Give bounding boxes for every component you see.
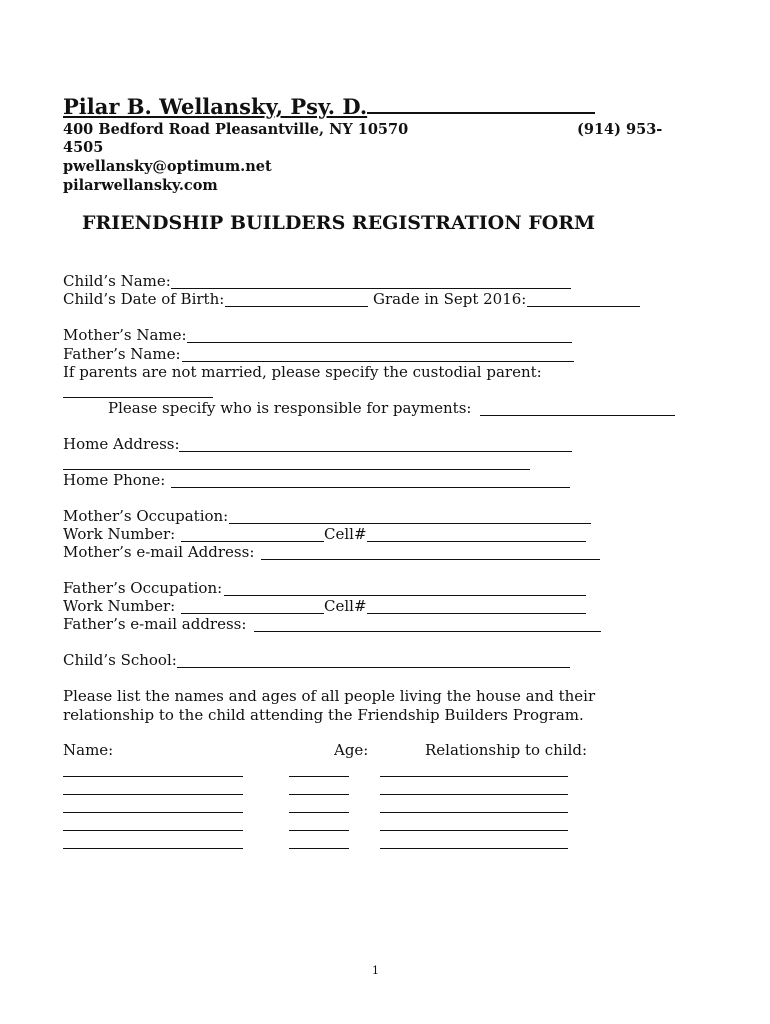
home-phone-field[interactable] bbox=[171, 487, 570, 488]
household-relationship-field[interactable] bbox=[380, 812, 568, 813]
custodial-parent-field[interactable] bbox=[63, 397, 213, 398]
household-instructions-line1: Please list the names and ages of all people living the house and their bbox=[63, 687, 596, 705]
household-age-field[interactable] bbox=[289, 794, 349, 795]
payments-label: Please specify who is responsible for payments: bbox=[108, 399, 472, 417]
household-relationship-field[interactable] bbox=[380, 830, 568, 831]
page-number: 1 bbox=[372, 964, 379, 977]
child-name-label: Child’s Name: bbox=[63, 272, 171, 290]
household-relationship-field[interactable] bbox=[380, 794, 568, 795]
household-name-header: Name: bbox=[63, 741, 114, 759]
father-email-field[interactable] bbox=[254, 631, 601, 632]
mother-name-label: Mother’s Name: bbox=[63, 326, 187, 344]
grade-label: Grade in Sept 2016: bbox=[373, 290, 527, 308]
household-instructions-line2: relationship to the child attending the Friendship Builders Program. bbox=[63, 706, 584, 724]
provider-address: 400 Bedford Road Pleasantville, NY 10570 bbox=[63, 121, 409, 138]
provider-website: pilarwellansky.com bbox=[63, 177, 218, 194]
father-name-field[interactable] bbox=[182, 361, 574, 362]
child-name-field[interactable] bbox=[171, 288, 571, 289]
household-relationship-field[interactable] bbox=[380, 776, 568, 777]
mother-name-field[interactable] bbox=[187, 342, 572, 343]
child-dob-label: Child’s Date of Birth: bbox=[63, 290, 225, 308]
mother-email-label: Mother’s e-mail Address: bbox=[63, 543, 255, 561]
household-name-field[interactable] bbox=[63, 776, 243, 777]
household-age-field[interactable] bbox=[289, 776, 349, 777]
child-dob-field[interactable] bbox=[225, 306, 368, 307]
mother-cell-label: Cell# bbox=[324, 525, 367, 543]
household-age-field[interactable] bbox=[289, 848, 349, 849]
mother-email-field[interactable] bbox=[261, 559, 600, 560]
household-relationship-field[interactable] bbox=[380, 848, 568, 849]
household-age-field[interactable] bbox=[289, 830, 349, 831]
child-school-label: Child’s School: bbox=[63, 651, 177, 669]
provider-email: pwellansky@optimum.net bbox=[63, 158, 272, 175]
father-work-number-field[interactable] bbox=[181, 613, 324, 614]
mother-work-number-label: Work Number: bbox=[63, 525, 176, 543]
home-address-field-line2[interactable] bbox=[63, 469, 530, 470]
household-relationship-header: Relationship to child: bbox=[425, 741, 588, 759]
child-school-field[interactable] bbox=[177, 667, 570, 668]
home-address-field[interactable] bbox=[179, 451, 572, 452]
household-name-field[interactable] bbox=[63, 830, 243, 831]
father-work-number-label: Work Number: bbox=[63, 597, 176, 615]
father-email-label: Father’s e-mail address: bbox=[63, 615, 247, 633]
custodial-parent-label: If parents are not married, please specify the custodial parent: bbox=[63, 363, 542, 381]
name-underline bbox=[367, 111, 595, 114]
grade-field[interactable] bbox=[527, 306, 640, 307]
mother-occupation-label: Mother’s Occupation: bbox=[63, 507, 229, 525]
household-name-field[interactable] bbox=[63, 794, 243, 795]
household-age-header: Age: bbox=[334, 741, 369, 759]
mother-occupation-field[interactable] bbox=[229, 523, 591, 524]
provider-phone-part2: 4505 bbox=[63, 139, 104, 156]
household-age-field[interactable] bbox=[289, 812, 349, 813]
father-occupation-label: Father’s Occupation: bbox=[63, 579, 223, 597]
mother-work-number-field[interactable] bbox=[181, 541, 324, 542]
father-cell-label: Cell# bbox=[324, 597, 367, 615]
father-occupation-field[interactable] bbox=[224, 595, 586, 596]
household-name-field[interactable] bbox=[63, 848, 243, 849]
mother-cell-field[interactable] bbox=[367, 541, 586, 542]
provider-name: Pilar B. Wellansky, Psy. D. bbox=[63, 94, 595, 119]
home-phone-label: Home Phone: bbox=[63, 471, 166, 489]
father-cell-field[interactable] bbox=[367, 613, 586, 614]
payments-field[interactable] bbox=[480, 415, 675, 416]
father-name-label: Father’s Name: bbox=[63, 345, 181, 363]
home-address-label: Home Address: bbox=[63, 435, 180, 453]
form-title: FRIENDSHIP BUILDERS REGISTRATION FORM bbox=[82, 212, 596, 234]
provider-phone-part1: (914) 953- bbox=[577, 121, 663, 138]
household-name-field[interactable] bbox=[63, 812, 243, 813]
